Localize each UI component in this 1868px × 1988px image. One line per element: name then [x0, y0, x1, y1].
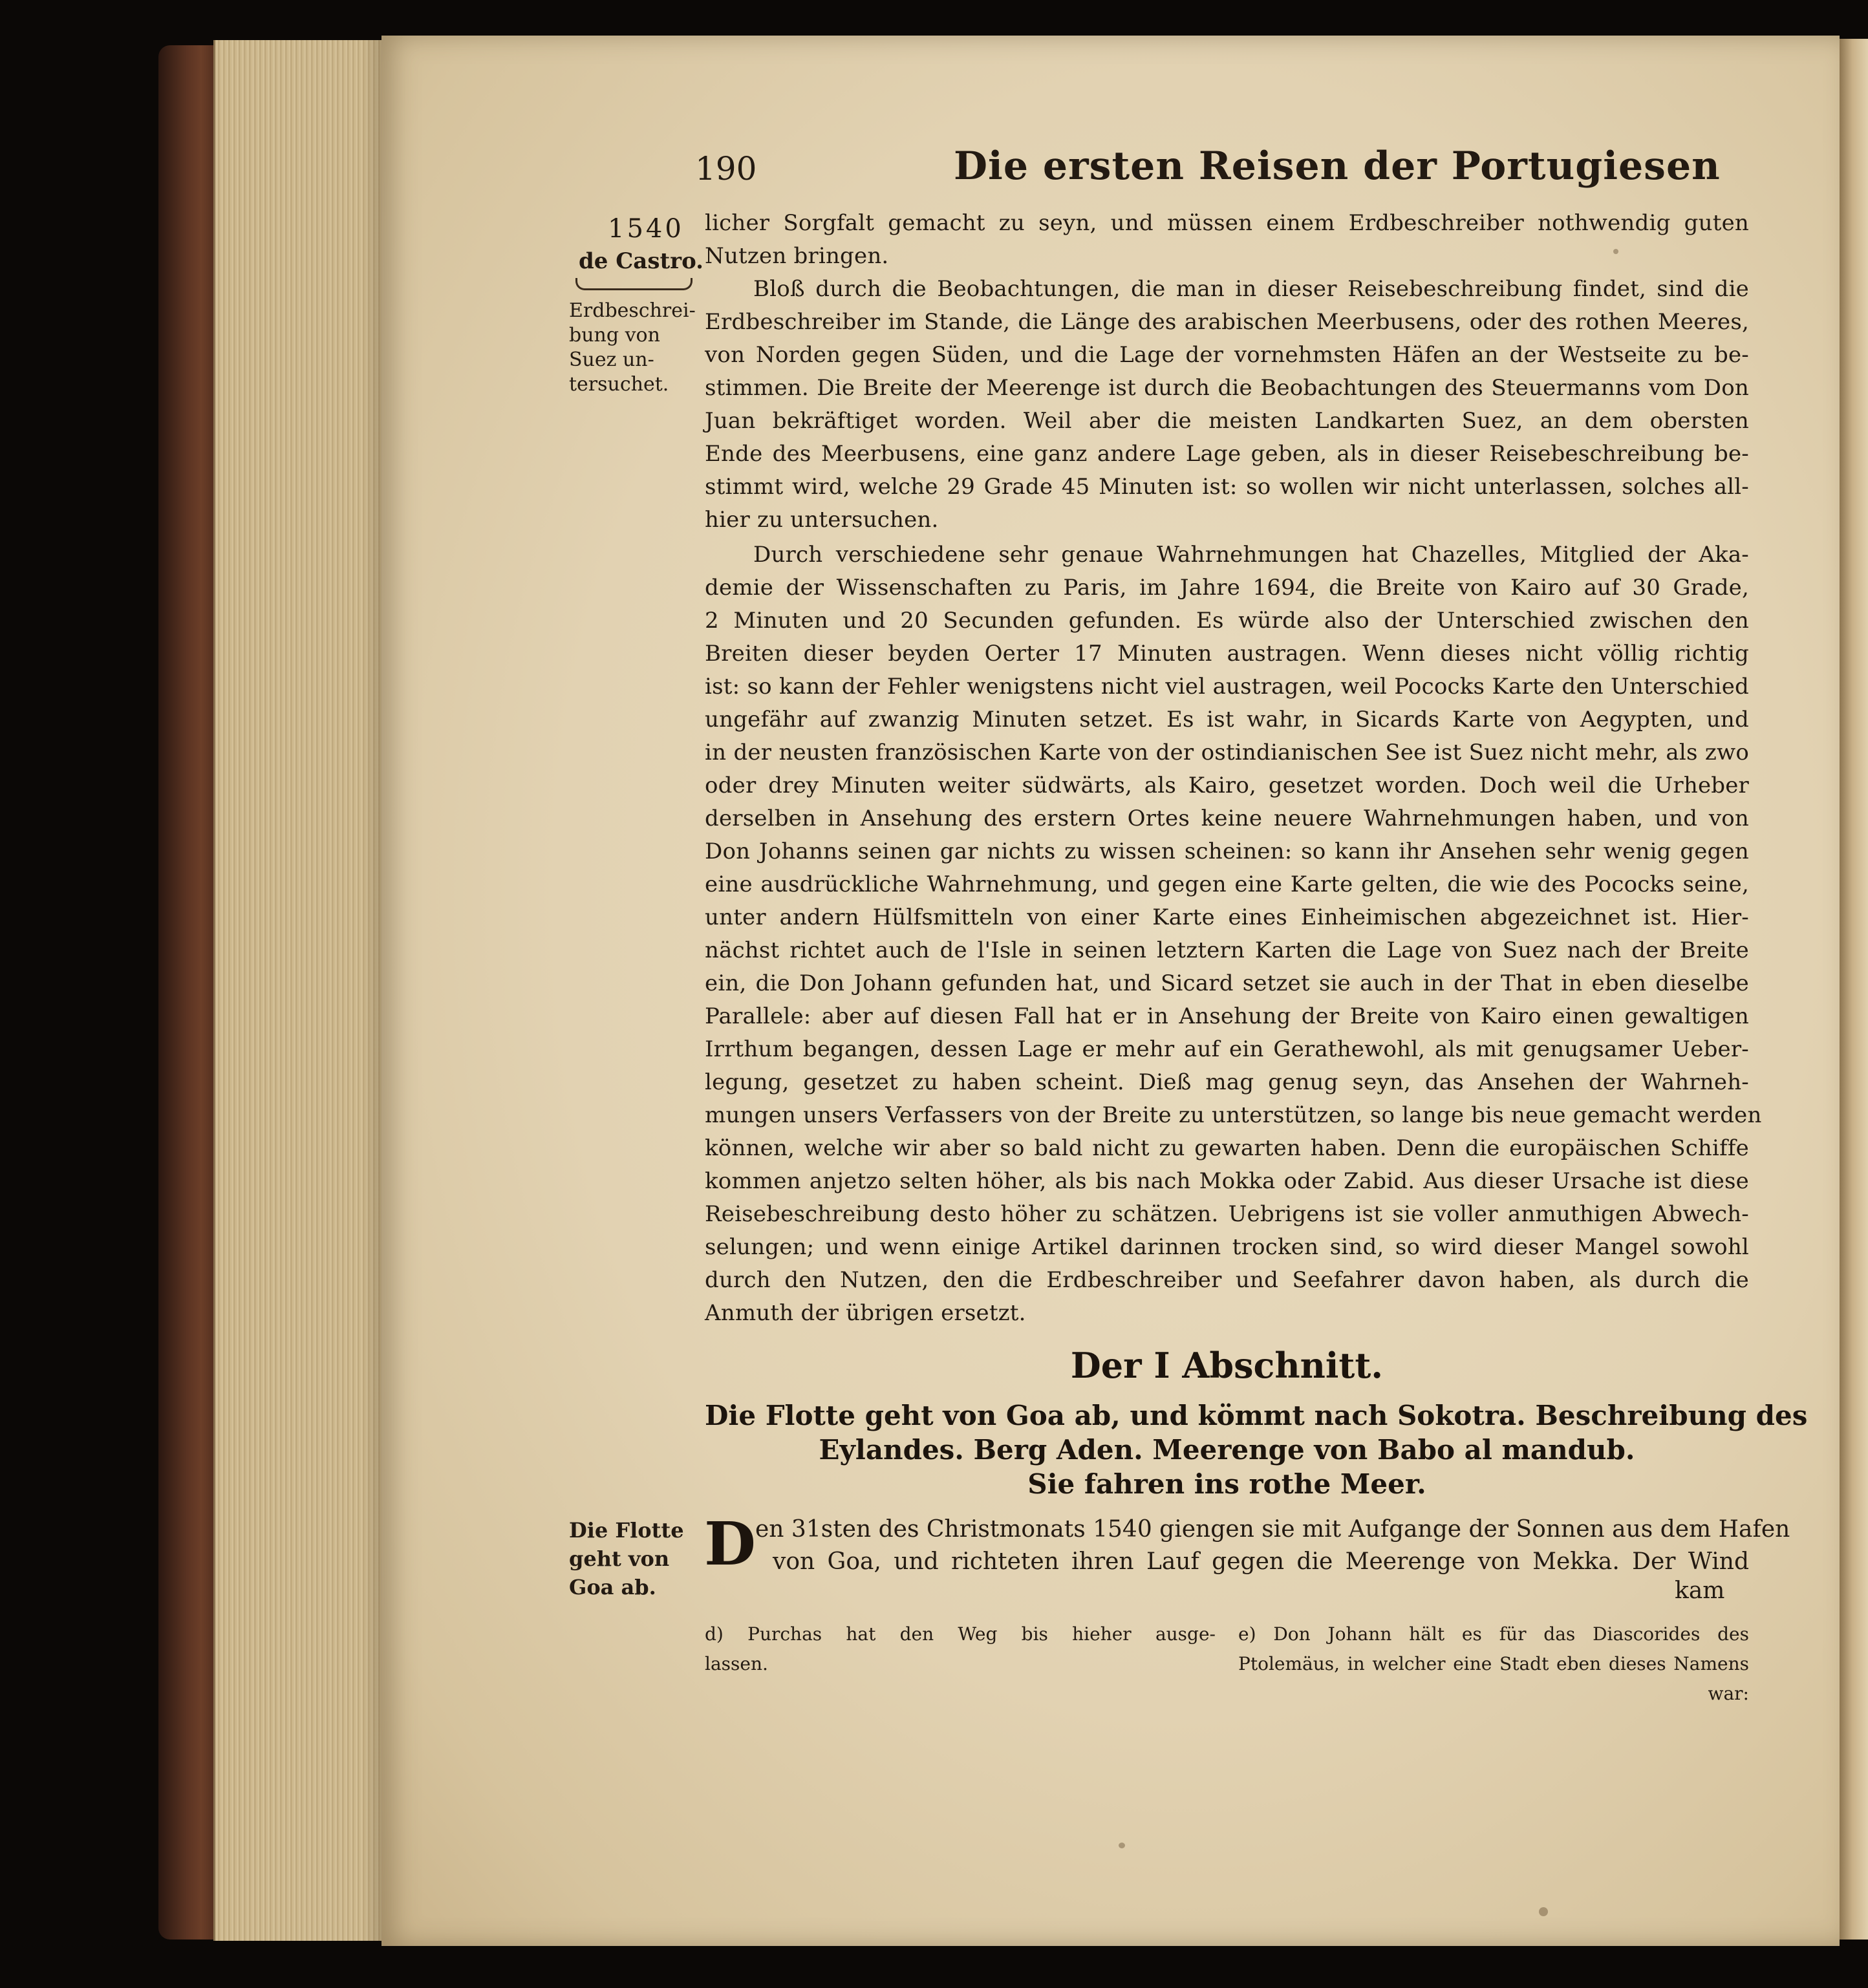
body-text-line: Erdbeschreiber im Stande, die Länge des arabischen Meerbusens, oder des rothen Meeres,	[705, 309, 1749, 335]
body-text-line: Ende des Meerbusens, eine ganz andere Lage geben, als in dieser Reisebeschreibung be-	[705, 441, 1749, 467]
body-text-line: Juan bekräftiget worden. Weil aber die meisten Landkarten Suez, an dem obersten	[705, 408, 1749, 434]
body-text-line: oder drey Minuten weiter südwärts, als Kairo, gesetzet worden. Doch weil die Urheber	[705, 773, 1749, 798]
footnote-line: lassen.	[705, 1653, 768, 1674]
body-text-line: hier zu untersuchen.	[705, 507, 939, 533]
running-title: Die ersten Reisen der Portugiesen	[954, 144, 1721, 189]
margin-note-line: tersuchet.	[569, 373, 669, 396]
facing-page-gutter	[1840, 39, 1868, 1940]
body-text-line: können, welche wir aber so bald nicht zu gewarten haben. Denn die europäischen Schiffe	[705, 1135, 1749, 1161]
footnote-line: war:	[1708, 1683, 1749, 1704]
body-text-line: selungen; und wenn einige Artikel darinnen trocken sind, so wird dieser Mangel sowohl	[705, 1234, 1749, 1260]
margin-brace-icon	[575, 278, 692, 290]
catchword: kam	[1675, 1577, 1725, 1604]
body-text-line: Bloß durch die Beobachtungen, die man in dieser Reisebeschreibung findet, sind die	[753, 276, 1749, 302]
body-text-line: Durch verschiedene sehr genaue Wahrnehmungen hat Chazelles, Mitglied der Aka-	[753, 542, 1749, 568]
margin-note-line: Suez un-	[569, 348, 654, 371]
footnote-line: e) Don Johann hält es für das Diascorides des	[1238, 1623, 1749, 1645]
chapter-text-line: von Goa, und richteten ihren Lauf gegen die Meerenge von Mekka. Der Wind	[773, 1548, 1749, 1575]
body-text-line: Nutzen bringen.	[705, 243, 889, 269]
margin-note-topic	[569, 299, 698, 397]
drop-cap: D	[704, 1509, 756, 1579]
body-text-line: Don Johanns seinen gar nichts zu wissen scheinen: so kann ihr Ansehen sehr wenig gegen	[705, 839, 1749, 864]
body-text-line: derselben in Ansehung des erstern Ortes keine neuere Wahrnehmungen haben, und von	[705, 806, 1749, 831]
footnote-line: Ptolemäus, in welcher eine Stadt eben dieses Namens	[1238, 1653, 1749, 1674]
foxing-spot	[1539, 1907, 1548, 1916]
body-text-line: Parallele: aber auf diesen Fall hat er in Ansehung der Breite von Kairo einen gewaltigen	[705, 1003, 1749, 1029]
body-text-line: nächst richtet auch de l'Isle in seinen letztern Karten die Lage von Suez nach der Breite	[705, 937, 1749, 963]
margin-note-section	[569, 1516, 684, 1601]
body-text-line: in der neusten französischen Karte von der ostindianischen See ist Suez nicht mehr, als zwo	[705, 740, 1749, 765]
body-text-line: stimmen. Die Breite der Meerenge ist durch die Beobachtungen des Steuermanns vom Don	[705, 375, 1749, 401]
body-text-line: ist: so kann der Fehler wenigstens nicht viel austragen, weil Pococks Karte den Unterschied	[705, 674, 1749, 700]
body-text-line: demie der Wissenschaften zu Paris, im Jahre 1694, die Breite von Kairo auf 30 Grade,	[705, 575, 1749, 601]
foxing-spot	[1119, 1843, 1125, 1848]
footnote-e	[1238, 1619, 1749, 1709]
body-text-line: eine ausdrückliche Wahrnehmung, und gegen eine Karte gelten, die wie des Pococks seine,	[705, 871, 1749, 897]
body-text-line: ein, die Don Johann gefunden hat, und Sicard setzet sie auch in der That in eben dieselbe	[705, 970, 1749, 996]
body-text-line: unter andern Hülfsmitteln von einer Karte eines Einheimischen abgezeichnet ist. Hier-	[705, 904, 1749, 930]
body-text-line: Anmuth der übrigen ersetzt.	[705, 1300, 1026, 1326]
margin-note-year: 1540	[608, 214, 684, 244]
margin-note-line: geht von	[569, 1546, 670, 1571]
section-summary-line: Die Flotte geht von Goa ab, und kömmt nach Sokotra. Beschreibung des	[705, 1400, 1808, 1431]
body-text-line: von Norden gegen Süden, und die Lage der vornehmsten Häfen an der Westseite zu be-	[705, 342, 1749, 368]
margin-note-line: bung von	[569, 324, 660, 347]
body-text-line: Breiten dieser beyden Oerter 17 Minuten austragen. Wenn dieses nicht völlig richtig	[705, 641, 1749, 667]
body-text-line: Irrthum begangen, dessen Lage er mehr auf ein Gerathewohl, als mit genugsamer Ueber-	[705, 1036, 1749, 1062]
body-text-line: kommen anjetzo selten höher, als bis nach Mokka oder Zabid. Aus dieser Ursache ist diese	[705, 1168, 1749, 1194]
section-heading: Der I Abschnitt.	[1070, 1345, 1384, 1386]
footnote-line: d) Purchas hat den Weg bis hieher ausge-	[705, 1623, 1216, 1645]
body-text-line: stimmt wird, welche 29 Grade 45 Minuten ist: so wollen wir nicht unterlassen, solches all-	[705, 474, 1749, 500]
body-text-line: durch den Nutzen, den die Erdbeschreiber und Seefahrer davon haben, als durch die	[705, 1267, 1749, 1293]
margin-note-name: de Castro.	[579, 248, 704, 274]
page-number: 190	[695, 150, 757, 187]
body-text-line: Reisebeschreibung desto höher zu schätzen. Uebrigens ist sie voller anmuthigen Abwech-	[705, 1201, 1749, 1227]
body-text-line: legung, gesetzet zu haben scheint. Dieß mag genug seyn, das Ansehen der Wahrneh-	[705, 1069, 1749, 1095]
margin-note-line: Erdbeschrei-	[569, 299, 696, 322]
body-text-line: mungen unsers Verfassers von der Breite zu unterstützen, so lange bis neue gemacht werden	[705, 1102, 1762, 1128]
chapter-text-line: en 31sten des Christmonats 1540 giengen sie mit Aufgange der Sonnen aus dem Hafen	[755, 1516, 1790, 1543]
body-text-line: 2 Minuten und 20 Secunden gefunden. Es würde also der Unterschied zwischen den	[705, 608, 1749, 634]
section-summary-line: Sie fahren ins rothe Meer.	[1027, 1468, 1426, 1500]
section-summary-line: Eylandes. Berg Aden. Meerenge von Babo al mandub.	[819, 1434, 1635, 1466]
margin-note-line: Die Flotte	[569, 1518, 684, 1543]
margin-note-line: Goa ab.	[569, 1575, 656, 1599]
body-text-line: licher Sorgfalt gemacht zu seyn, und müssen einem Erdbeschreiber nothwendig guten	[705, 210, 1749, 236]
footnote-d	[705, 1619, 1216, 1679]
body-text-line: ungefähr auf zwanzig Minuten setzet. Es ist wahr, in Sicards Karte von Aegypten, und	[705, 707, 1749, 732]
